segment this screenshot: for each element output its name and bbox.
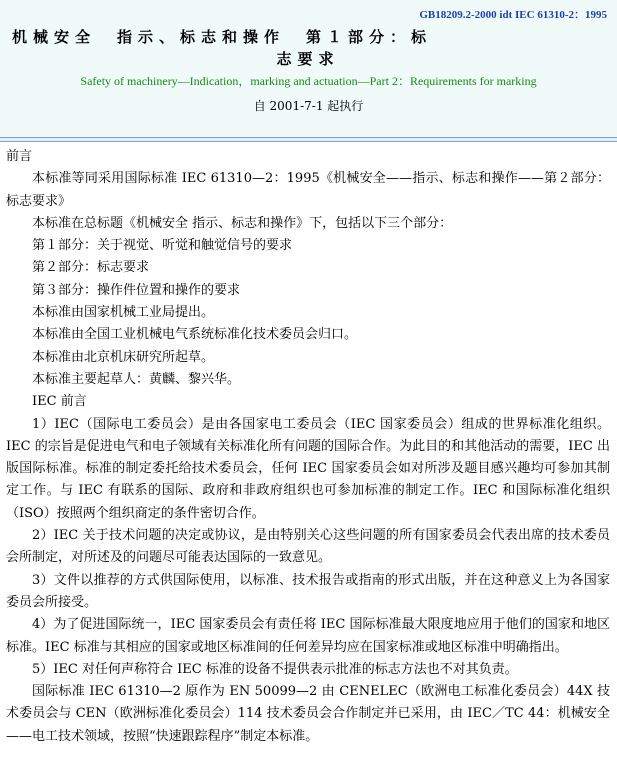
header-divider: [0, 137, 617, 142]
document-body: [6, 146, 610, 748]
effective-date: 自 2001-7-1 起执行: [253, 99, 364, 113]
paragraph: 本标准等同采用国际标准 IEC 61310—2：1995《机械安全——指示、标志和操作——第２部分：标志要求》: [6, 171, 610, 209]
paragraph: 本标准在总标题《机械安全 指示、标志和操作》下，包括以下三个部分：: [32, 215, 453, 231]
section-heading-foreword: 前言: [6, 149, 33, 164]
title-chinese-line2: 志要求: [276, 50, 340, 68]
paragraph: 第３部分：操作件位置和操作的要求: [32, 282, 241, 298]
paragraph: 2）IEC 关于技术问题的决定或协议，是由特别关心这些问题的所有国家委员会代表出席的技术委员会所制定，对所述及的问题尽可能表达国际的一致意见。: [6, 528, 610, 566]
paragraph: 1）IEC（国际电工委员会）是由各国家电工委员会（IEC 国家委员会）组成的世界标准化组织。IEC 的宗旨是促进电气和电子领域有关标准化所有问题的国际合作。为此目的和其他活动的需要，IEC 出版国际标准。标准的制定委托给技术委员会，任何 IEC 国家委员会如对所涉及题目感兴趣均可参加其制定工作。与 IEC 有联系的国际、政府和非政府组织也可参加标准的制定工作。IEC 和国际标准化组织（ISO）按照两个组织商定的条件密切合作。: [6, 416, 610, 521]
paragraph: 国际标准 IEC 61310—2 原作为 EN 50099—2 由 CENELEC（欧洲电工标准化委员会）44X 技术委员会与 CEN（欧洲标准化委员会）114 技术委员会合作制定并已采用，由 IEC／TC 44：机械安全——电工技术领域，按照“快速跟踪程序”制定本标准。: [6, 684, 610, 744]
title-english: Safety of machinery—Indication，marking and actuation—Part 2：Requirements for marking: [80, 74, 537, 88]
paragraph: 3）文件以推荐的方式供国际使用，以标准、技术报告或指南的形式出版，并在这种意义上为各国家委员会所接受。: [6, 572, 610, 610]
section-heading-iec-foreword: IEC 前言: [32, 394, 87, 410]
paragraph: 本标准由国家机械工业局提出。: [32, 305, 215, 321]
paragraph: 4）为了促进国际统一，IEC 国家委员会有责任将 IEC 国际标准最大限度地应用于他们的国家和地区标准。IEC 标准与其相应的国家或地区标准间的任何差异均应在国家标准或地区标准中明确指出。: [6, 617, 610, 655]
paragraph: 本标准主要起草人：黄麟、黎兴华。: [32, 371, 241, 387]
title-chinese: [12, 26, 604, 70]
paragraph: 第２部分：标志要求: [32, 260, 150, 276]
paragraph: 第１部分：关于视觉、听觉和触觉信号的要求: [32, 238, 293, 254]
paragraph: 本标准由全国工业机械电气系统标准化技术委员会归口。: [32, 327, 358, 343]
paragraph: 本标准由北京机床研究所起草。: [32, 349, 215, 365]
paragraph: 5）IEC 对任何声称符合 IEC 标准的设备不提供表示批准的标志方法也不对其负责。: [32, 661, 518, 677]
standard-id: GB18209.2-2000 idt IEC 61310-2：1995: [419, 9, 607, 21]
title-chinese-line1: 机械安全 指示、标志和操作 第１部分：标: [12, 28, 433, 46]
document-header: [0, 0, 617, 138]
